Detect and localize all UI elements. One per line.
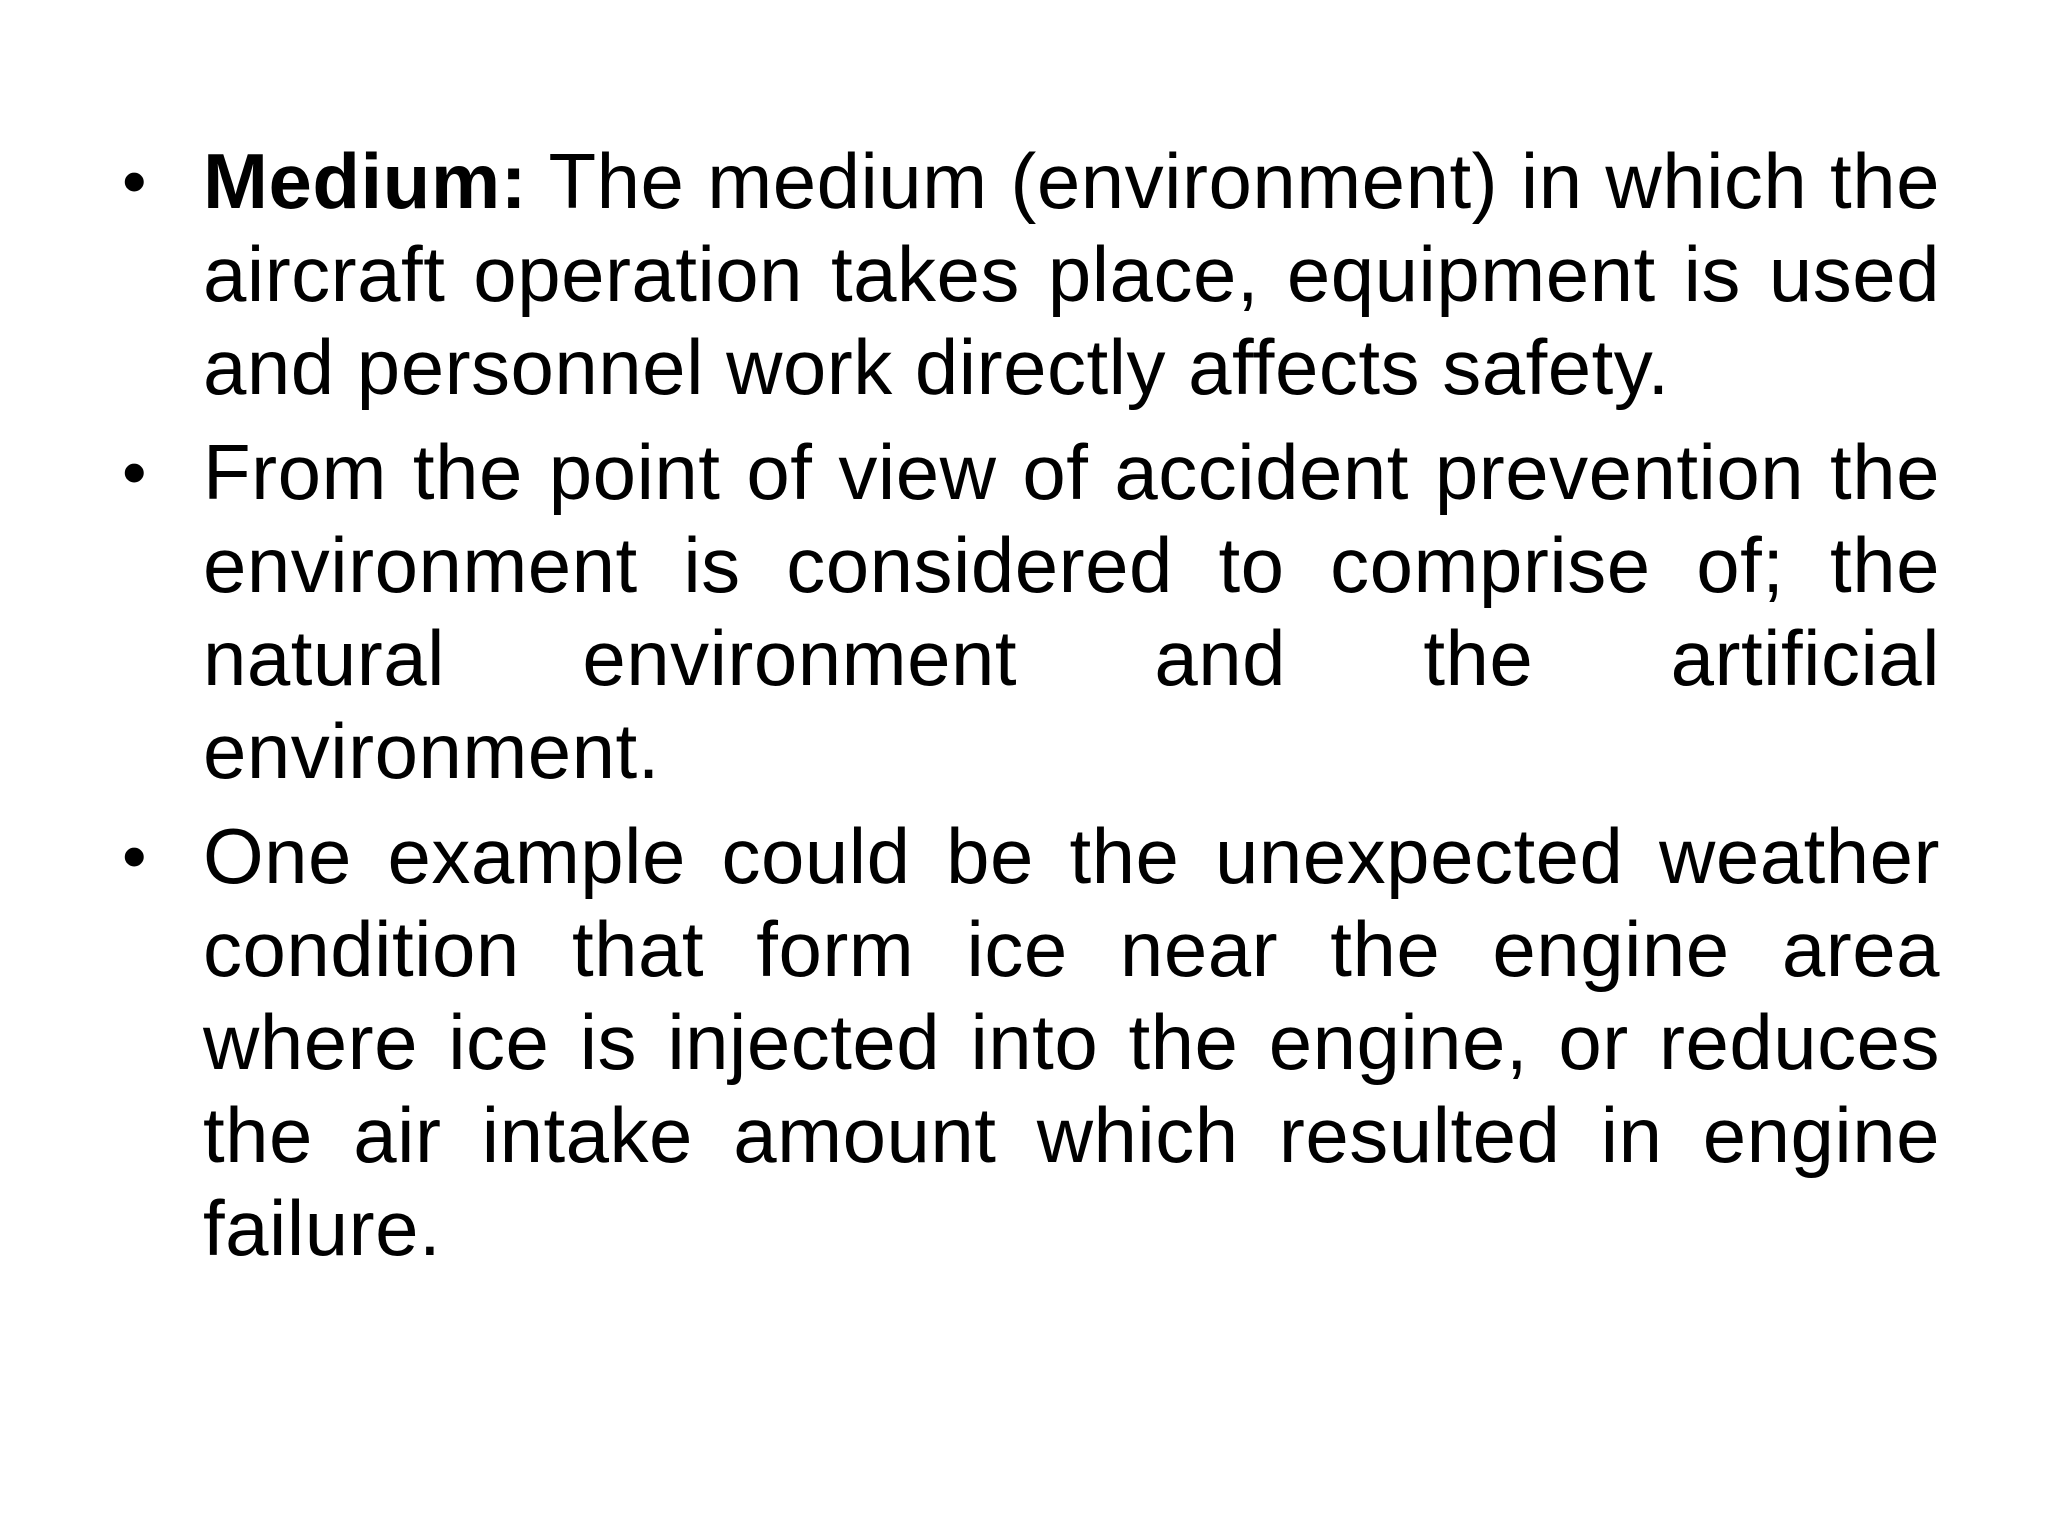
bullet-text: One example could be the unexpected weather condition that form ice near the engine area where ice is injected into the engine, or reduces the air intake amount which resulted in engine failure. [203,812,1940,1272]
bullet-term: Medium: [203,137,528,225]
bullet-text: From the point of view of accident prevention the environment is considered to comprise of; the natural environment and the artificial environment. [203,428,1940,795]
bullet-list [120,135,1940,1287]
bullet-marker: • [122,433,148,511]
bullet-item-accident-prevention [120,426,1940,798]
bullet-text: The medium (environment) in which the aircraft operation takes place, equipment is used and personnel work directly affects safety. [203,137,1940,411]
bullet-item-example [120,810,1940,1275]
bullet-marker: • [122,142,148,220]
bullet-marker: • [122,817,148,895]
bullet-item-medium [120,135,1940,414]
